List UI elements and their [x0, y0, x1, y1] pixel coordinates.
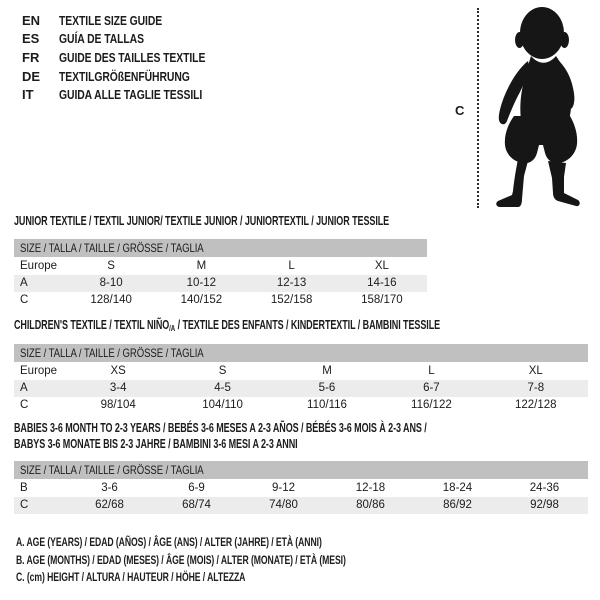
- language-title-list: [22, 11, 242, 104]
- table-header-band: [14, 344, 588, 362]
- row-label: Europe: [20, 365, 58, 377]
- table-row-age: [14, 275, 427, 292]
- legend-footnotes: [16, 534, 474, 587]
- row-label: A: [20, 277, 28, 289]
- language-code: FR: [22, 49, 40, 65]
- language-label: GUIDA ALLE TAGLIE TESSILI: [59, 87, 203, 103]
- table-cell: 104/110: [202, 399, 243, 411]
- section-title-text: [14, 318, 440, 333]
- language-row-it: [22, 85, 242, 104]
- language-label: GUIDE DES TAILLES TEXTILE: [59, 49, 206, 65]
- table-cell: 5-6: [318, 382, 336, 394]
- table-cell: 122/128: [515, 399, 557, 411]
- table-cell: L: [288, 260, 295, 272]
- table-cell: 8-10: [99, 277, 123, 289]
- section-title-text: BABYS 3-6 MONATE BIS 2-3 JAHRE / BAMBINI 3-6 MESI A 2-3 ANNI: [14, 437, 298, 451]
- table-cell: 7-8: [527, 382, 545, 394]
- table-cell: 4-5: [214, 382, 231, 394]
- title-subscript: /A: [169, 323, 176, 333]
- row-label: B: [20, 482, 28, 494]
- footnote-text: A. AGE (YEARS) / EDAD (AÑOS) / ÂGE (ANS) / ALTER (JAHRE) / ETÀ (ANNI): [16, 535, 322, 549]
- row-label: C: [20, 399, 29, 411]
- table-cell: 14-16: [367, 277, 397, 289]
- table-cell: 24-36: [529, 482, 560, 494]
- language-code: ES: [22, 31, 40, 47]
- section-title-children: [14, 318, 600, 333]
- table-cell: S: [107, 260, 115, 272]
- table-row-europe: [14, 258, 427, 275]
- table-cell: 10-12: [186, 277, 217, 289]
- table-row-europe: [14, 363, 588, 380]
- table-cell: 6-7: [423, 382, 440, 394]
- height-measure-label: C: [455, 103, 465, 118]
- table-cell: 98/104: [100, 399, 136, 411]
- footnote-text: C. (cm) HEIGHT / ALTURA / HAUTEUR / HÖHE / ALTEZZA: [16, 570, 246, 584]
- table-cell: 110/116: [307, 399, 347, 411]
- row-label: A: [20, 382, 28, 394]
- table-header-text: SIZE / TALLA / TAILLE / GRÖSSE / TAGLIA: [20, 241, 204, 255]
- table-cell: XL: [374, 260, 389, 272]
- table-cell: 86/92: [443, 499, 472, 511]
- table-cell: 80/86: [356, 499, 385, 511]
- table-header-text: SIZE / TALLA / TAILLE / GRÖSSE / TAGLIA: [20, 346, 204, 360]
- table-cell: 128/140: [90, 294, 132, 306]
- table-cell: 158/170: [361, 294, 403, 306]
- language-row-en: [22, 11, 242, 30]
- table-cell: 116/122: [411, 399, 452, 411]
- table-header-band: [14, 461, 588, 479]
- table-cell: 92/98: [530, 499, 559, 511]
- section-title-junior: [14, 214, 535, 228]
- language-row-es: [22, 30, 242, 49]
- table-cell: 152/158: [270, 294, 313, 306]
- table-cell: 3-4: [109, 382, 127, 394]
- table-cell: 6-9: [188, 482, 205, 494]
- language-label: TEXTILE SIZE GUIDE: [59, 12, 163, 28]
- table-cell: S: [218, 365, 227, 377]
- junior-size-table: [14, 239, 427, 309]
- row-label: C: [20, 294, 29, 306]
- table-header-text: SIZE / TALLA / TAILLE / GRÖSSE / TAGLIA: [20, 463, 204, 477]
- table-cell: 62/68: [95, 499, 124, 511]
- section-title-text: JUNIOR TEXTILE / TEXTIL JUNIOR/ TEXTILE JUNIOR / JUNIORTEXTIL / JUNIOR TESSILE: [14, 214, 390, 228]
- table-cell: 74/80: [269, 499, 298, 511]
- language-row-fr: [22, 48, 242, 67]
- table-row-height: [14, 397, 588, 414]
- language-code: EN: [22, 12, 41, 28]
- table-cell: XS: [110, 365, 126, 377]
- table-cell: M: [196, 260, 207, 272]
- language-row-de: [22, 67, 242, 86]
- language-code: DE: [22, 68, 41, 84]
- table-cell: M: [322, 365, 332, 377]
- baby-silhouette-icon: [485, 4, 597, 210]
- babies-size-table: [14, 461, 588, 514]
- table-row-age: [14, 380, 588, 397]
- table-cell: L: [428, 365, 435, 377]
- table-cell: 3-6: [101, 482, 118, 494]
- section-title-babies-line2: [14, 437, 408, 451]
- table-header-band: [14, 239, 427, 257]
- table-cell: XL: [528, 365, 543, 377]
- title-pre: CHILDREN'S TEXTILE / TEXTIL NIÑO: [14, 318, 170, 332]
- table-cell: 9-12: [271, 482, 296, 494]
- row-label: C: [20, 499, 29, 511]
- table-cell: 68/74: [182, 499, 211, 511]
- table-cell: 140/152: [180, 294, 223, 306]
- section-title-text: BABIES 3-6 MONTH TO 2-3 YEARS / BEBÉS 3-6 MESES A 2-3 AÑOS / BÉBÉS 3-6 MOIS À 2-3 ANS /: [14, 421, 427, 435]
- table-cell: 12-18: [355, 482, 386, 494]
- table-cell: 18-24: [442, 482, 473, 494]
- table-row-months: [14, 480, 588, 497]
- language-label: TEXTILGRÖßENFÜHRUNG: [59, 68, 190, 84]
- row-label: Europe: [20, 260, 58, 272]
- footnote-b: [16, 552, 474, 570]
- height-dotted-line: [477, 8, 479, 208]
- children-size-table: [14, 344, 588, 414]
- section-title-babies-line1: [14, 421, 587, 435]
- table-row-height: [14, 292, 427, 309]
- footnote-text: B. AGE (MONTHS) / EDAD (MESES) / ÂGE (MOIS) / ALTER (MONATE) / ETÀ (MESI): [16, 552, 346, 567]
- footnote-c: [16, 569, 474, 587]
- language-code: IT: [22, 87, 34, 103]
- table-row-height: [14, 497, 588, 514]
- footnote-a: [16, 534, 474, 552]
- table-cell: 12-13: [276, 277, 307, 289]
- title-post: / TEXTILE DES ENFANTS / KINDERTEXTIL / BAMBINI TESSILE: [175, 318, 441, 332]
- language-label: GUÍA DE TALLAS: [59, 31, 144, 47]
